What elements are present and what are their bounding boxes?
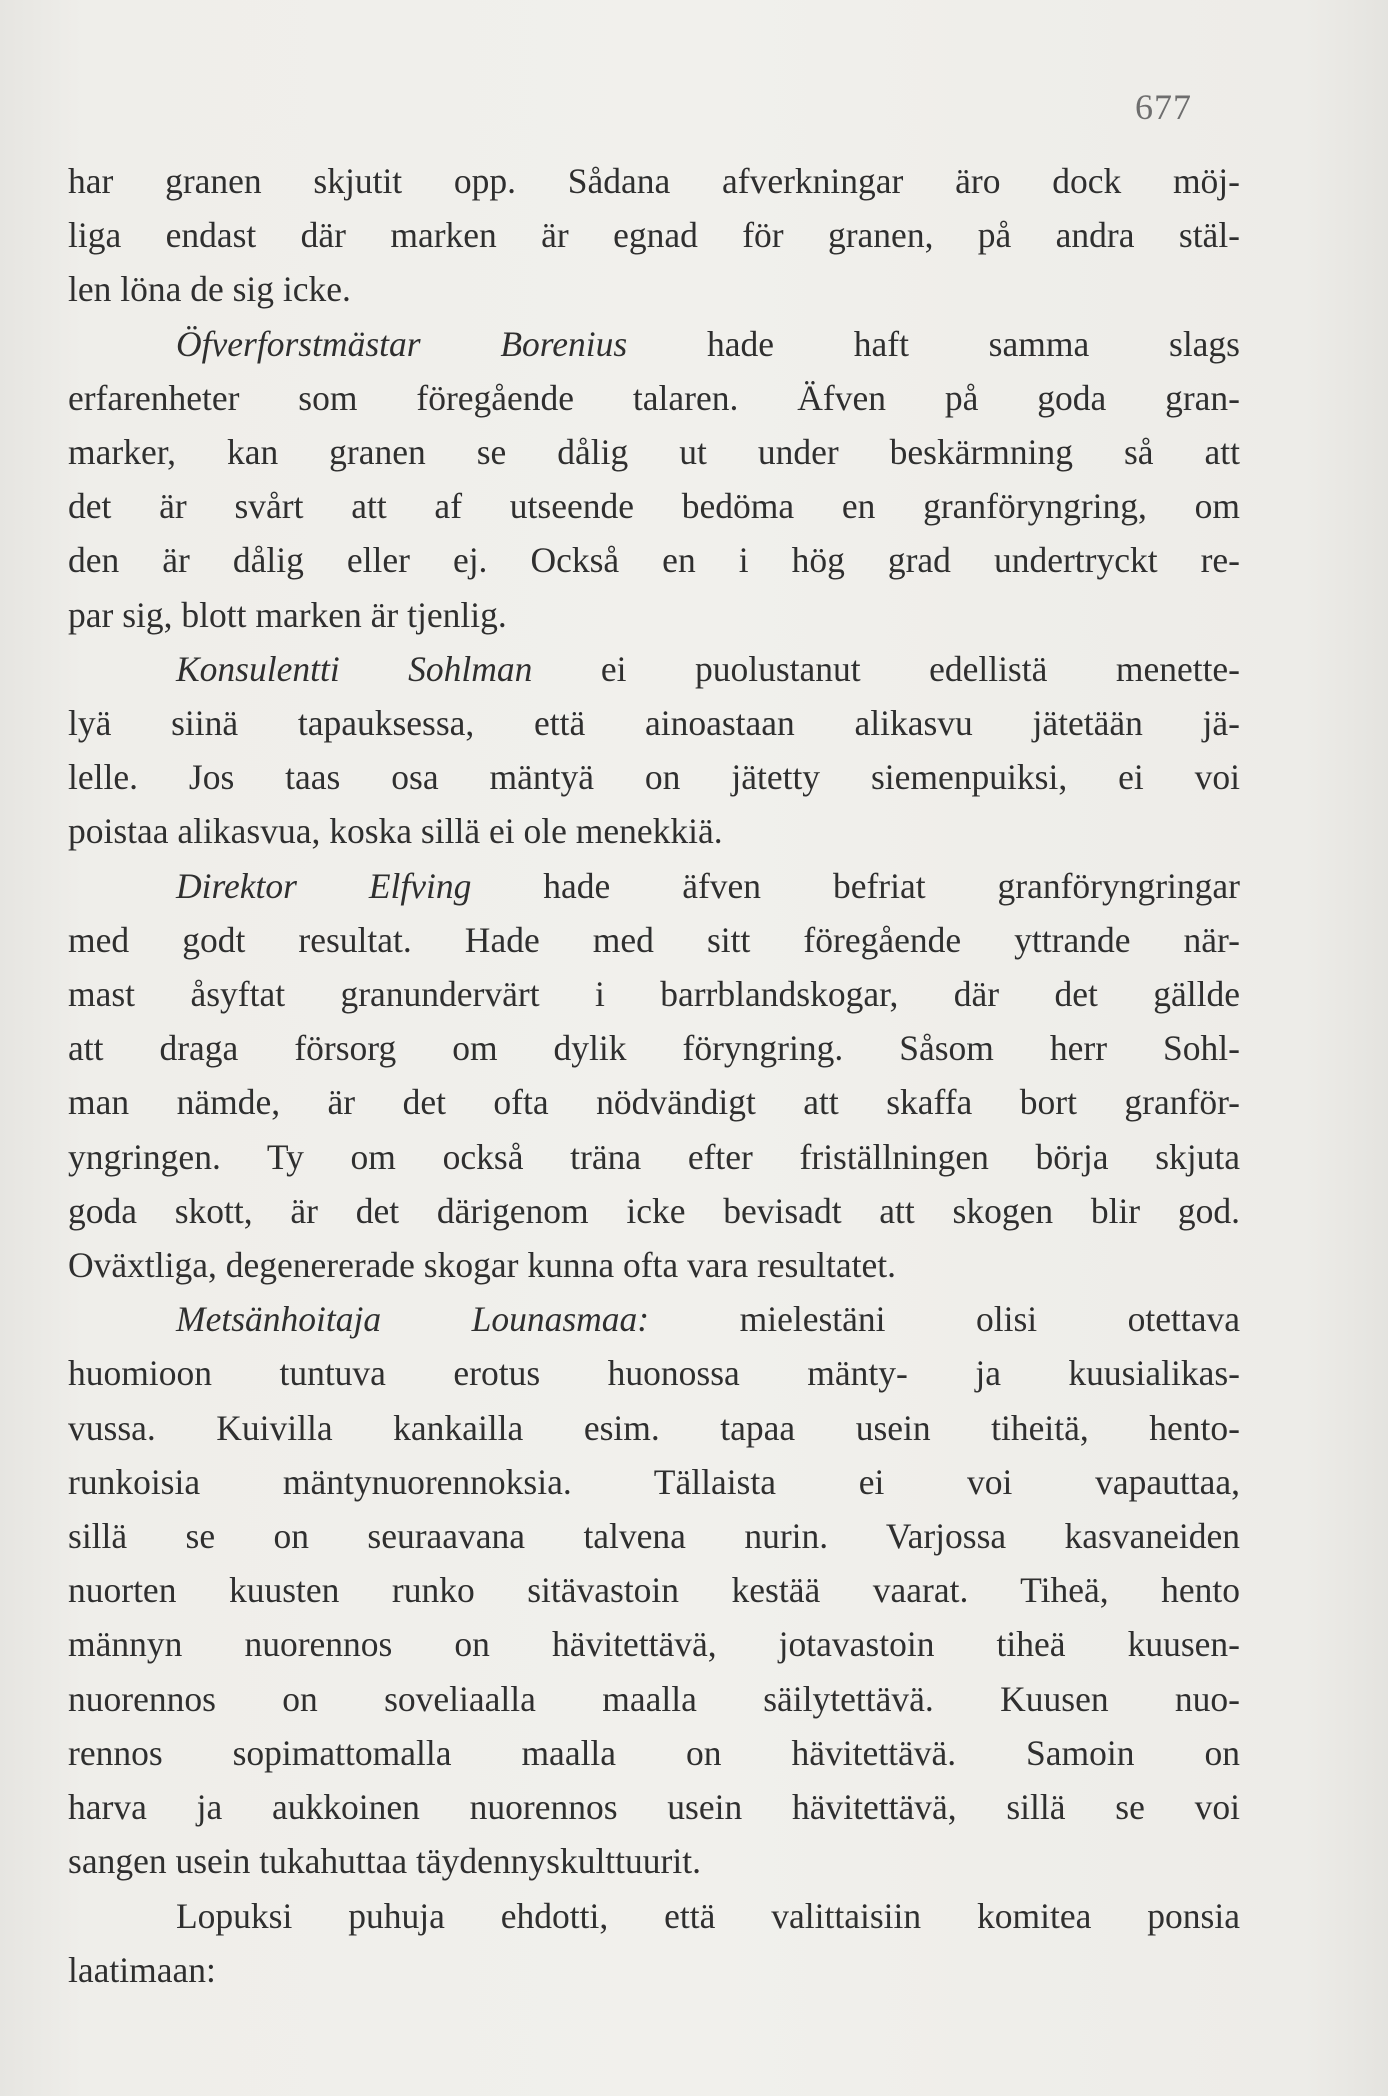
- body-text: [68, 154, 1240, 1997]
- text-line: poistaa alikasvua, koska sillä ei ole menekkiä.: [68, 811, 723, 852]
- text-line: yngringen. Ty om också träna efter friställningen börja skjuta: [68, 1136, 1240, 1177]
- text-line: nuorennos on soveliaalla maalla säilytettävä. Kuusen nuo-: [68, 1678, 1240, 1719]
- paragraph: [68, 642, 1240, 859]
- text-line: [68, 1889, 1240, 1943]
- text-line: rennos sopimattomalla maalla on hävitettävä. Samoin on: [68, 1732, 1240, 1773]
- speaker-name: Öfverforstmästar Borenius: [176, 323, 628, 364]
- text-line: nuorten kuusten runko sitävastoin kestää vaarat. Tiheä, hento: [68, 1570, 1240, 1611]
- speaker-name: Direktor Elfving: [176, 865, 472, 906]
- text-line: goda skott, är det därigenom icke bevisadt att skogen blir god.: [68, 1190, 1240, 1231]
- text-line: liga endast där marken är egnad för granen, på andra stäl-: [68, 215, 1240, 256]
- text-line: sangen usein tukahuttaa täydennyskulttuurit.: [68, 1841, 701, 1882]
- text-fragment: hade haft samma slags: [627, 323, 1240, 364]
- text-line: lyä siinä tapauksessa, että ainoastaan alikasvu jätetään jä-: [68, 703, 1240, 744]
- text-line: männyn nuorennos on hävitettävä, jotavastoin tiheä kuusen-: [68, 1624, 1240, 1665]
- paragraph: [68, 317, 1240, 642]
- text-fragment: hade äfven befriat granföryngringar: [471, 865, 1240, 906]
- text-fragment: Lopuksi puhuja ehdotti, että valittaisiin komitea ponsia: [176, 1895, 1240, 1936]
- text-line: sillä se on seuraavana talvena nurin. Varjossa kasvaneiden: [68, 1516, 1240, 1557]
- text-line: lelle. Jos taas osa mäntyä on jätetty siemenpuiksi, ei voi: [68, 757, 1240, 798]
- speaker-name: Metsänhoitaja Lounasmaa:: [176, 1299, 650, 1340]
- text-fragment: mielestäni olisi otettava: [649, 1299, 1240, 1340]
- text-line: runkoisia mäntynuorennoksia. Tällaista ei voi vapauttaa,: [68, 1461, 1240, 1502]
- paragraph: [68, 859, 1240, 1293]
- paragraph: [68, 1292, 1240, 1888]
- text-line: erfarenheter som föregående talaren. Äfven på goda gran-: [68, 377, 1240, 418]
- text-line: huomioon tuntuva erotus huonossa mänty- ja kuusialikas-: [68, 1353, 1240, 1394]
- text-line: man nämde, är det ofta nödvändigt att skaffa bort granför-: [68, 1082, 1240, 1123]
- text-line: par sig, blott marken är tjenlig.: [68, 594, 507, 635]
- text-line: mast åsyftat granundervärt i barrblandskogar, där det gällde: [68, 974, 1240, 1015]
- text-line: [68, 317, 1240, 371]
- text-line: det är svårt att af utseende bedöma en granföryngring, om: [68, 486, 1240, 527]
- page-number: 677: [1135, 87, 1192, 127]
- text-line: vussa. Kuivilla kankailla esim. tapaa usein tiheitä, hento-: [68, 1407, 1240, 1448]
- text-line: len löna de sig icke.: [68, 269, 351, 310]
- text-fragment: ei puolustanut edellistä menette-: [532, 648, 1241, 689]
- text-line: [68, 859, 1240, 913]
- text-line: har granen skjutit opp. Sådana afverkningar äro dock möj-: [68, 161, 1240, 201]
- text-line: den är dålig eller ej. Också en i hög grad undertryckt re-: [68, 540, 1240, 581]
- text-line: harva ja aukkoinen nuorennos usein hävitettävä, sillä se voi: [68, 1787, 1240, 1828]
- speaker-name: Konsulentti Sohlman: [176, 648, 533, 689]
- text-line: laatimaan:: [68, 1949, 216, 1990]
- text-line: med godt resultat. Hade med sitt föregående yttrande när-: [68, 919, 1240, 960]
- paragraph: [68, 1889, 1240, 1997]
- text-line: [68, 1292, 1240, 1346]
- text-line: Oväxtliga, degenererade skogar kunna ofta vara resultatet.: [68, 1245, 896, 1286]
- text-line: [68, 642, 1240, 696]
- text-line: att draga försorg om dylik föryngring. Såsom herr Sohl-: [68, 1028, 1240, 1069]
- text-line: marker, kan granen se dålig ut under beskärmning så att: [68, 432, 1240, 473]
- paragraph: [68, 154, 1240, 317]
